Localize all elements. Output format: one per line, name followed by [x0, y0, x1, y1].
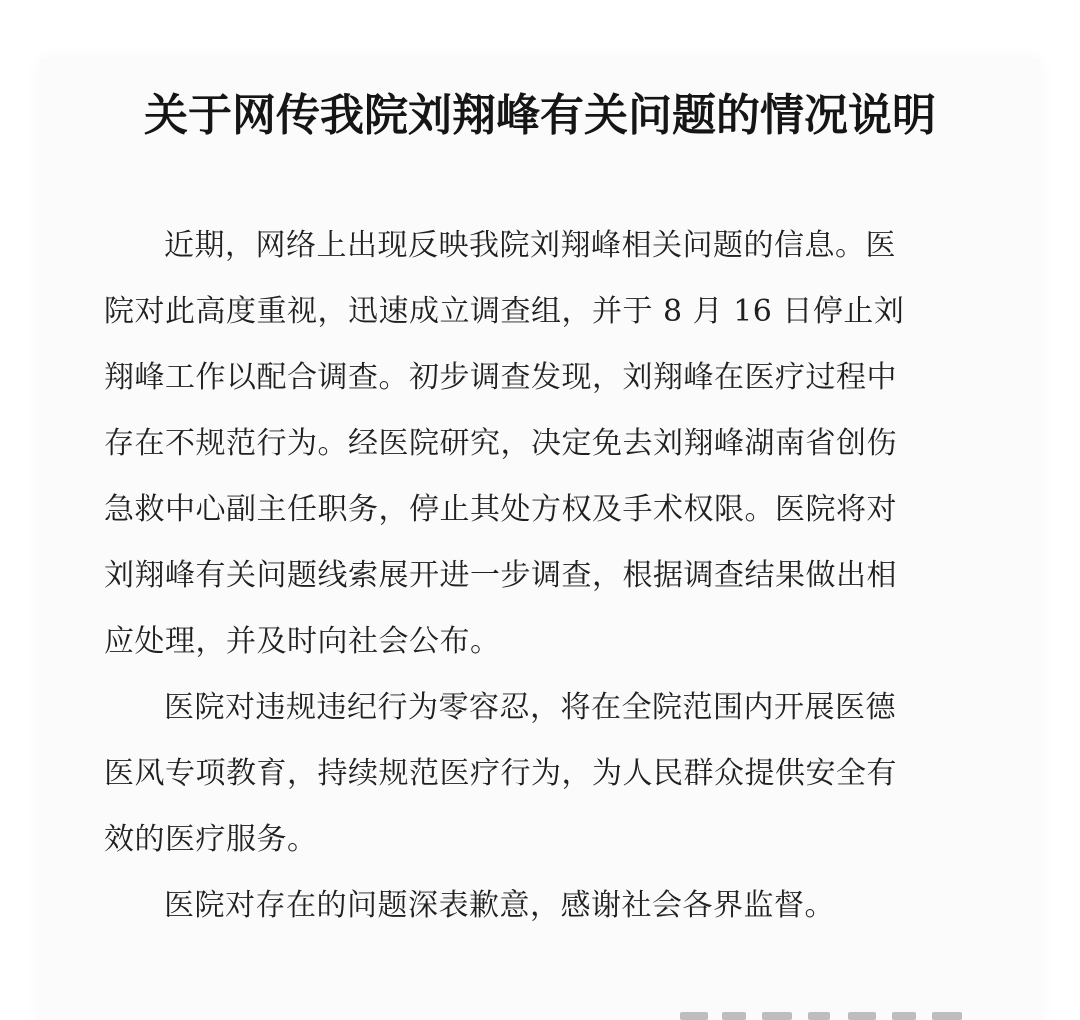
document-title: 关于网传我院刘翔峰有关问题的情况说明	[144, 90, 936, 141]
signature-glyph-fragment	[722, 1012, 746, 1020]
signature-glyph-fragment	[932, 1012, 962, 1020]
signature-glyph-fragment	[848, 1012, 876, 1020]
paragraph-2-line-3: 效的医疗服务。	[104, 822, 318, 857]
paragraph-3-line-1: 医院对存在的问题深表歉意，感谢社会各界监督。	[164, 888, 835, 923]
paragraph-2-line-2: 医风专项教育，持续规范医疗行为，为人民群众提供安全有	[104, 756, 897, 791]
paragraph-1-line-2: 院对此高度重视，迅速成立调查组，并于 8 月 16 日停止刘	[104, 294, 905, 329]
paragraph-1-line-7: 应处理，并及时向社会公布。	[104, 624, 501, 659]
signature-glyph-fragment	[762, 1012, 792, 1020]
paragraph-1-line-5: 急救中心副主任职务，停止其处方权及手术权限。医院将对	[104, 492, 897, 527]
paragraph-1-line-1: 近期，网络上出现反映我院刘翔峰相关问题的信息。医	[164, 228, 896, 263]
paragraph-1-line-3: 翔峰工作以配合调查。初步调查发现，刘翔峰在医疗过程中	[104, 360, 897, 395]
paragraph-1-line-6: 刘翔峰有关问题线索展开进一步调查，根据调查结果做出相	[104, 558, 897, 593]
signature-cutoff	[660, 1012, 980, 1020]
signature-glyph-fragment	[892, 1012, 916, 1020]
document-page	[40, 58, 1040, 1020]
signature-glyph-fragment	[680, 1012, 708, 1020]
paragraph-1-line-4: 存在不规范行为。经医院研究，决定免去刘翔峰湖南省创伤	[104, 426, 897, 461]
paragraph-2-line-1: 医院对违规违纪行为零容忍，将在全院范围内开展医德	[164, 690, 896, 725]
signature-glyph-fragment	[808, 1012, 830, 1020]
